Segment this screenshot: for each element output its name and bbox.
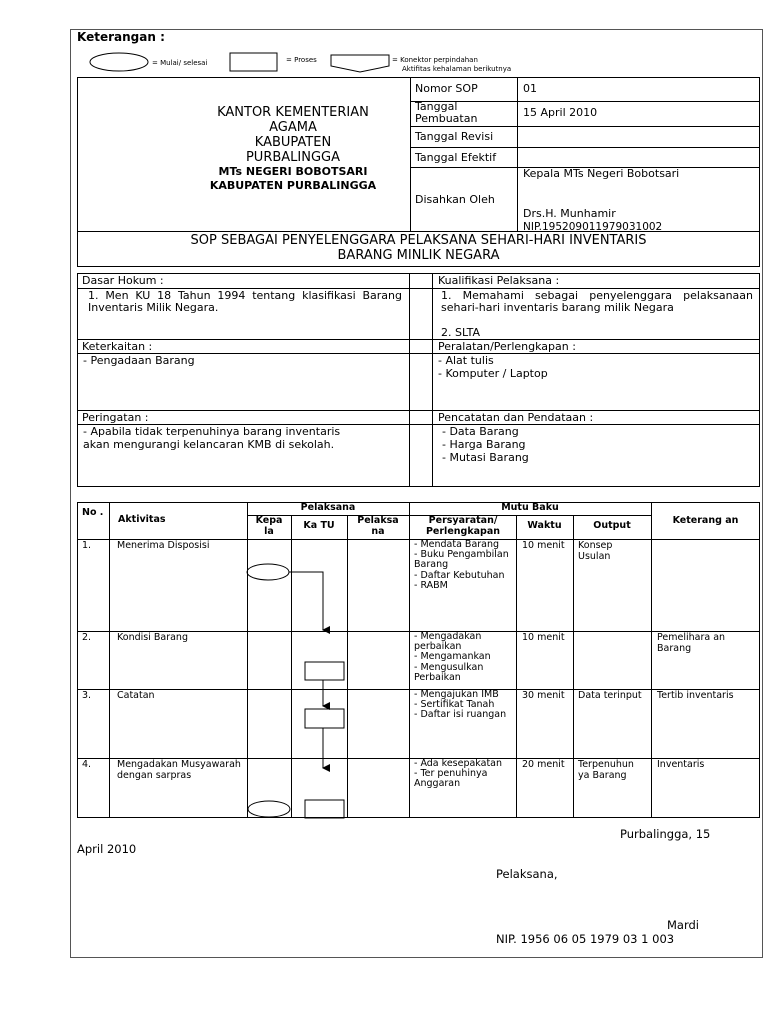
school-line-1: MTs NEGERI BOBOTSARI [218,165,368,178]
disahkan-name: Drs.H. Munhamir [523,207,616,220]
nomor-label: Nomor SOP [415,82,478,95]
pencatatan-item-2: - Harga Barang [442,438,526,451]
pencatatan-item-1: - Data Barang [442,425,519,438]
legend-start-end-label: = Mulai/ selesai [152,59,208,67]
peralatan-item-2: - Komputer / Laptop [438,367,548,380]
kualifikasi-label: Kualifikasi Pelaksana : [438,274,560,287]
row1-waktu: 10 menit [522,540,565,551]
legend-process-label: = Proses [286,56,317,64]
row3-keterangan: Tertib inventaris [657,690,734,701]
pencatatan-item-3: - Mutasi Barang [442,451,529,464]
th-kepala: Kepa la [255,515,283,537]
disahkan-role: Kepala MTs Negeri Bobotsari [523,167,680,180]
nomor-value: 01 [523,82,537,95]
pencatatan-label: Pencatatan dan Pendataan : [438,411,594,424]
row3-no: 3. [82,690,92,701]
kualifikasi-item-2: 2. SLTA [441,326,480,339]
legend-connector-label: = Konektor perpindahan [392,56,478,64]
row4-no: 4. [82,759,92,770]
dasar-label: Dasar Hokum : [82,274,164,287]
row1-persyaratan: - Mendata Barang - Buku Pengambilan Barang - Daftar Kebutuhan - RABM [414,539,509,591]
row4-output: Terpenuhun ya Barang [578,759,634,781]
th-waktu: Waktu [527,520,562,531]
legend-title: Keterangan : [77,30,165,44]
peringatan-line-1: - Apabila tidak terpenuhinya barang inventaris [83,425,341,438]
peralatan-label: Peralatan/Perlengkapan : [438,340,576,353]
dasar-text: 1. Men KU 18 Tahun 1994 tentang klasifikasi Barang Inventaris Milik Negara. [88,289,402,314]
office-line-4: PURBALINGGA [245,150,341,165]
row4-waktu: 20 menit [522,759,565,770]
footer-place-date: Purbalingga, 15 [620,827,711,841]
tanggal-value: 15 April 2010 [523,106,598,119]
peringatan-label: Peringatan : [82,411,149,424]
keterkaitan-label: Keterkaitan : [82,340,153,353]
office-line-3: KABUPATEN [254,135,332,150]
tanggal-label: Tanggal Pembuatan [415,100,478,125]
flow-start-ellipse [247,564,289,580]
flow-process-2 [305,709,344,728]
school-line-2: KABUPATEN PURBALINGGA [209,179,377,192]
row1-aktivitas: Menerima Disposisi [117,540,210,551]
th-katu: Ka TU [303,520,335,531]
flow-process-1 [305,662,344,680]
footer-pelaksana: Pelaksana, [496,867,558,881]
row3-persyaratan: - Mengajukan IMB - Sertifikat Tanah - Daftar isi ruangan [414,689,507,721]
row2-persyaratan: - Mengadakan perbaikan - Mengamankan - Mengusulkan Perbaikan [414,631,491,683]
flow-process-3 [305,800,344,818]
sop-title-line2: BARANG MINLIK NEGARA [337,248,500,263]
row4-persyaratan: - Ada kesepakatan - Ter penuhinya Anggaran [414,758,503,790]
row3-aktivitas: Catatan [117,690,155,701]
row4-aktivitas: Mengadakan Musyawarah dengan sarpras [117,759,241,781]
th-pelaksana-col: Pelaksa na [357,515,399,537]
row2-aktivitas: Kondisi Barang [117,632,188,643]
row2-keterangan: Pemelihara an Barang [657,632,726,654]
th-persyaratan: Persyaratan/ Perlengkapan [425,515,501,537]
th-pelaksana: Pelaksana [300,502,356,513]
office-line-1: KANTOR KEMENTERIAN [217,105,369,120]
th-output: Output [593,520,631,531]
flow-arrow-1 [289,572,323,630]
disahkan-label: Disahkan Oleh [415,193,495,206]
disahkan-nip: NIP.195209011979031002 [523,221,663,233]
office-line-2: AGAMA [269,120,317,135]
row1-no: 1. [82,540,92,551]
th-aktivitas: Aktivitas [118,514,166,525]
row4-keterangan: Inventaris [657,759,705,770]
th-no: No . [82,507,104,518]
footer-nip: NIP. 1956 06 05 1979 03 1 003 [496,932,675,946]
footer-name: Mardi [667,918,699,932]
row3-output: Data terinput [578,690,642,701]
th-mutu-baku: Mutu Baku [501,502,559,513]
th-keterangan: Keterang an [672,515,739,526]
peralatan-item-1: - Alat tulis [438,354,494,367]
legend-connector-sub: Aktifitas kehalaman berikutnya [402,65,512,73]
peringatan-line-2: akan mengurangi kelancaran KMB di sekolah. [83,438,335,451]
row2-no: 2. [82,632,92,643]
flow-end-ellipse [248,801,290,817]
footer-month-year: April 2010 [77,842,137,856]
keterkaitan-text: - Pengadaan Barang [83,354,195,367]
revisi-label: Tanggal Revisi [415,130,494,143]
row2-waktu: 10 menit [522,632,565,643]
efektif-label: Tanggal Efektif [415,151,497,164]
kualifikasi-item-1: 1. Memahami sebagai penyelenggara pelaksanaan sehari-hari inventaris barang milik Negara [441,289,753,314]
row3-waktu: 30 menit [522,690,565,701]
row1-output: Konsep Usulan [578,540,613,562]
sop-title-line1: SOP SEBAGAI PENYELENGGARA PELAKSANA SEHARI-HARI INVENTARIS [190,233,647,248]
